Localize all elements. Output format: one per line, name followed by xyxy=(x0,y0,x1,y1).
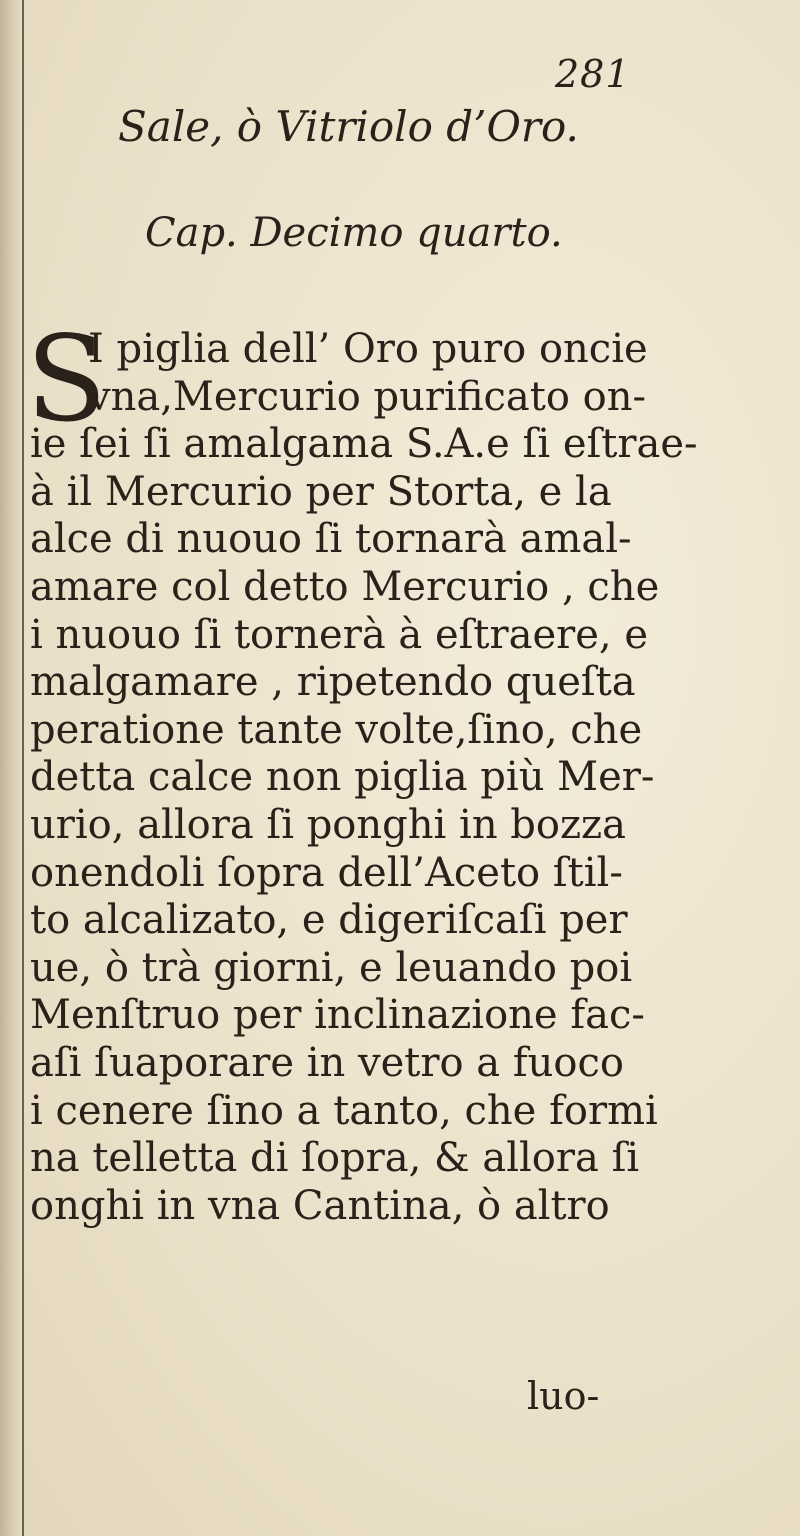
text-line: urio, allora ſi ponghi in bozza xyxy=(30,801,626,848)
text-line: detta calce non piglia più Mer- xyxy=(30,754,655,801)
text-line: malgamare , ripetendo queſta xyxy=(30,659,636,706)
page-title: Sale, ò Vitriolo d’Oro. xyxy=(118,102,579,151)
text-line: à il Mercurio per Storta, e la xyxy=(30,468,612,515)
text-line: amare col detto Mercurio , che xyxy=(30,563,660,610)
text-line: ue, ò trà giorni, e leuando poi xyxy=(30,944,633,991)
text-line: alce di nuouo ſi tornarà amal- xyxy=(30,516,632,563)
text-line: vna,Mercurio purificato on- xyxy=(88,373,646,420)
body-text xyxy=(30,326,698,1230)
text-line: i nuouo ſi tornerà à eſtraere, e xyxy=(30,611,649,658)
text-line: onendoli ſopra dell’Aceto ſtil- xyxy=(30,849,623,896)
text-line: Menſtruo per inclinazione fac- xyxy=(30,992,645,1039)
chapter-heading: Cap. Decimo quarto. xyxy=(145,210,563,256)
page-number: 281 xyxy=(555,52,631,96)
text-line: I piglia dell’ Oro puro oncie xyxy=(88,326,648,372)
text-line: na telletta di ſopra, & allora ſi xyxy=(30,1135,640,1182)
text-line: to alcalizato, e digeriſcaſi per xyxy=(30,897,628,944)
catchword: luo- xyxy=(527,1374,600,1418)
text-line: onghi in vna Cantina, ò altro xyxy=(30,1182,610,1229)
text-line: aſi ſuaporare in vetro a fuoco xyxy=(30,1039,624,1086)
drop-cap: S xyxy=(26,310,107,448)
text-line: i cenere ſino a tanto, che formi xyxy=(30,1087,658,1134)
text-line: ie ſei ſi amalgama S.A.e ſi eſtrae- xyxy=(30,421,698,468)
text-line: peratione tante volte,ſino, che xyxy=(30,706,643,753)
binding-gutter xyxy=(0,0,24,1536)
